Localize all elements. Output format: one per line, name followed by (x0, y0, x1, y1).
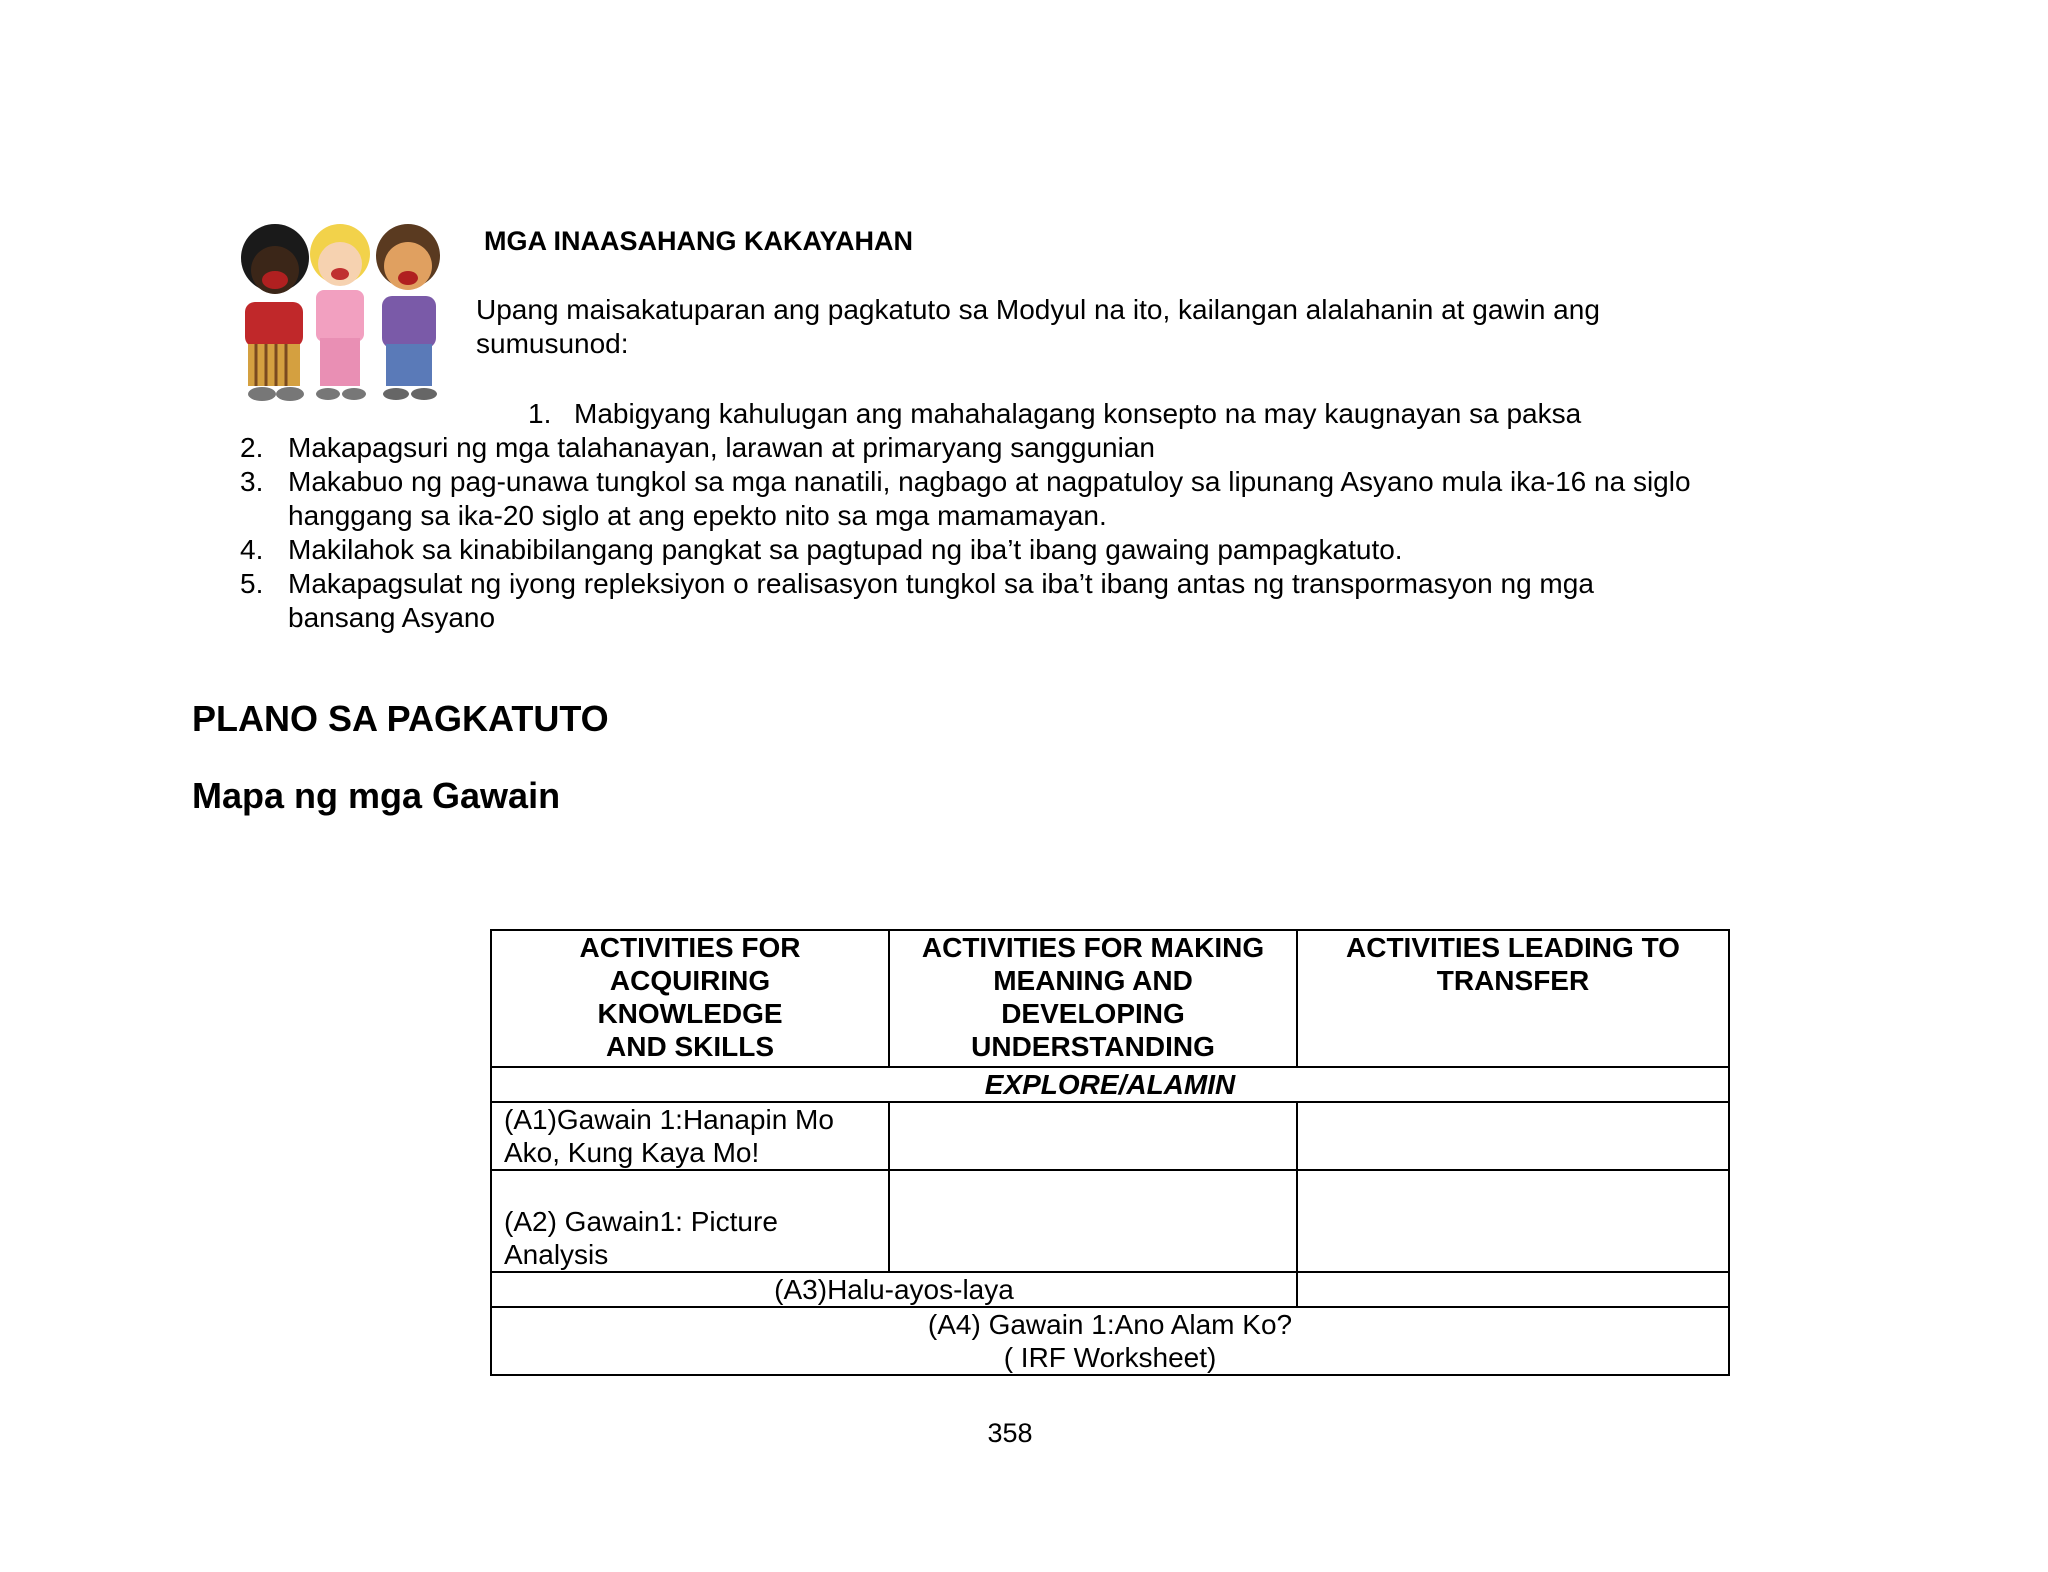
list-item-text: Makilahok sa kinabibilangang pangkat sa pagtupad ng iba’t ibang gawaing pampagkatuto. (288, 534, 1403, 565)
competencies-heading: MGA INAASAHANG KAKAYAHAN (484, 226, 914, 256)
header-line: ACTIVITIES FOR (579, 932, 801, 963)
cell-a3: (A3)Halu-ayos-laya (491, 1272, 1297, 1307)
cell-line: Ako, Kung Kaya Mo! (504, 1137, 760, 1168)
empty-cell (1297, 1170, 1729, 1272)
empty-cell (1297, 1272, 1729, 1307)
list-item-number: 4. (240, 534, 264, 565)
activity-map-table (490, 929, 1730, 1376)
header-transfer (1297, 930, 1729, 1067)
header-line: KNOWLEDGE (597, 998, 783, 1029)
child-left-figure (241, 224, 309, 401)
list-item-number: 3. (240, 466, 264, 497)
header-line: AND SKILLS (606, 1031, 774, 1062)
header-line: MEANING AND (993, 965, 1193, 996)
table-row (491, 1307, 1729, 1375)
explore-label: EXPLORE/ALAMIN (491, 1067, 1729, 1102)
header-line: ACTIVITIES LEADING TO (1346, 932, 1680, 963)
table-row (491, 1272, 1729, 1307)
cell-line: (A1)Gawain 1:Hanapin Mo (504, 1104, 834, 1135)
list-item-number: 5. (240, 568, 264, 599)
list-item-text: Mabigyang kahulugan ang mahahalagang konsepto na may kaugnayan sa paksa (574, 398, 1582, 429)
children-illustration (220, 218, 460, 408)
table-row (491, 1067, 1729, 1102)
header-line: UNDERSTANDING (971, 1031, 1215, 1062)
header-making-meaning (889, 930, 1297, 1067)
child-right-figure (376, 224, 440, 400)
header-line: TRANSFER (1436, 965, 1590, 996)
page-number: 358 (987, 1418, 1033, 1448)
header-line: ACQUIRING (609, 965, 771, 996)
cell-a1 (491, 1102, 889, 1170)
list-item-text: Makabuo ng pag-unawa tungkol sa mga nanatili, nagbago at nagpatuloy sa lipunang Asyano mula ika-16 na siglo (288, 466, 1691, 497)
cell-a4 (491, 1307, 1729, 1375)
header-line: DEVELOPING (1001, 998, 1185, 1029)
list-item-number: 1. (528, 398, 552, 429)
empty-cell (1297, 1102, 1729, 1170)
empty-cell (889, 1102, 1297, 1170)
cell-line: Analysis (504, 1239, 609, 1270)
header-acquiring (491, 930, 889, 1067)
plan-title: PLANO SA PAGKATUTO (192, 698, 609, 739)
competencies-intro: Upang maisakatuparan ang pagkatuto sa Modyul na ito, kailangan alalahanin at gawin ang sumusunod: (476, 294, 1600, 359)
child-middle-figure (310, 224, 370, 400)
table-row (491, 1102, 1729, 1170)
list-item-text-continued: hanggang sa ika-20 siglo at ang epekto nito sa mga mamamayan. (288, 500, 1107, 531)
table-header-row (491, 930, 1729, 1067)
list-item-text: Makapagsulat ng iyong repleksiyon o realisasyon tungkol sa iba’t ibang antas ng transpormasyon ng mga (288, 568, 1594, 599)
cell-line: (A2) Gawain1: Picture (504, 1206, 778, 1237)
list-item-text: Makapagsuri ng mga talahanayan, larawan at primaryang sanggunian (288, 432, 1155, 463)
plan-subtitle: Mapa ng mga Gawain (192, 775, 561, 816)
cell-line: ( IRF Worksheet) (1003, 1342, 1217, 1373)
list-item-text-continued: bansang Asyano (288, 602, 496, 633)
cell-line: (A4) Gawain 1:Ano Alam Ko? (927, 1309, 1293, 1340)
list-item-number: 2. (240, 432, 264, 463)
cell-a2 (491, 1170, 889, 1272)
table-row (491, 1170, 1729, 1272)
header-line: ACTIVITIES FOR MAKING (921, 932, 1265, 963)
empty-cell (889, 1170, 1297, 1272)
